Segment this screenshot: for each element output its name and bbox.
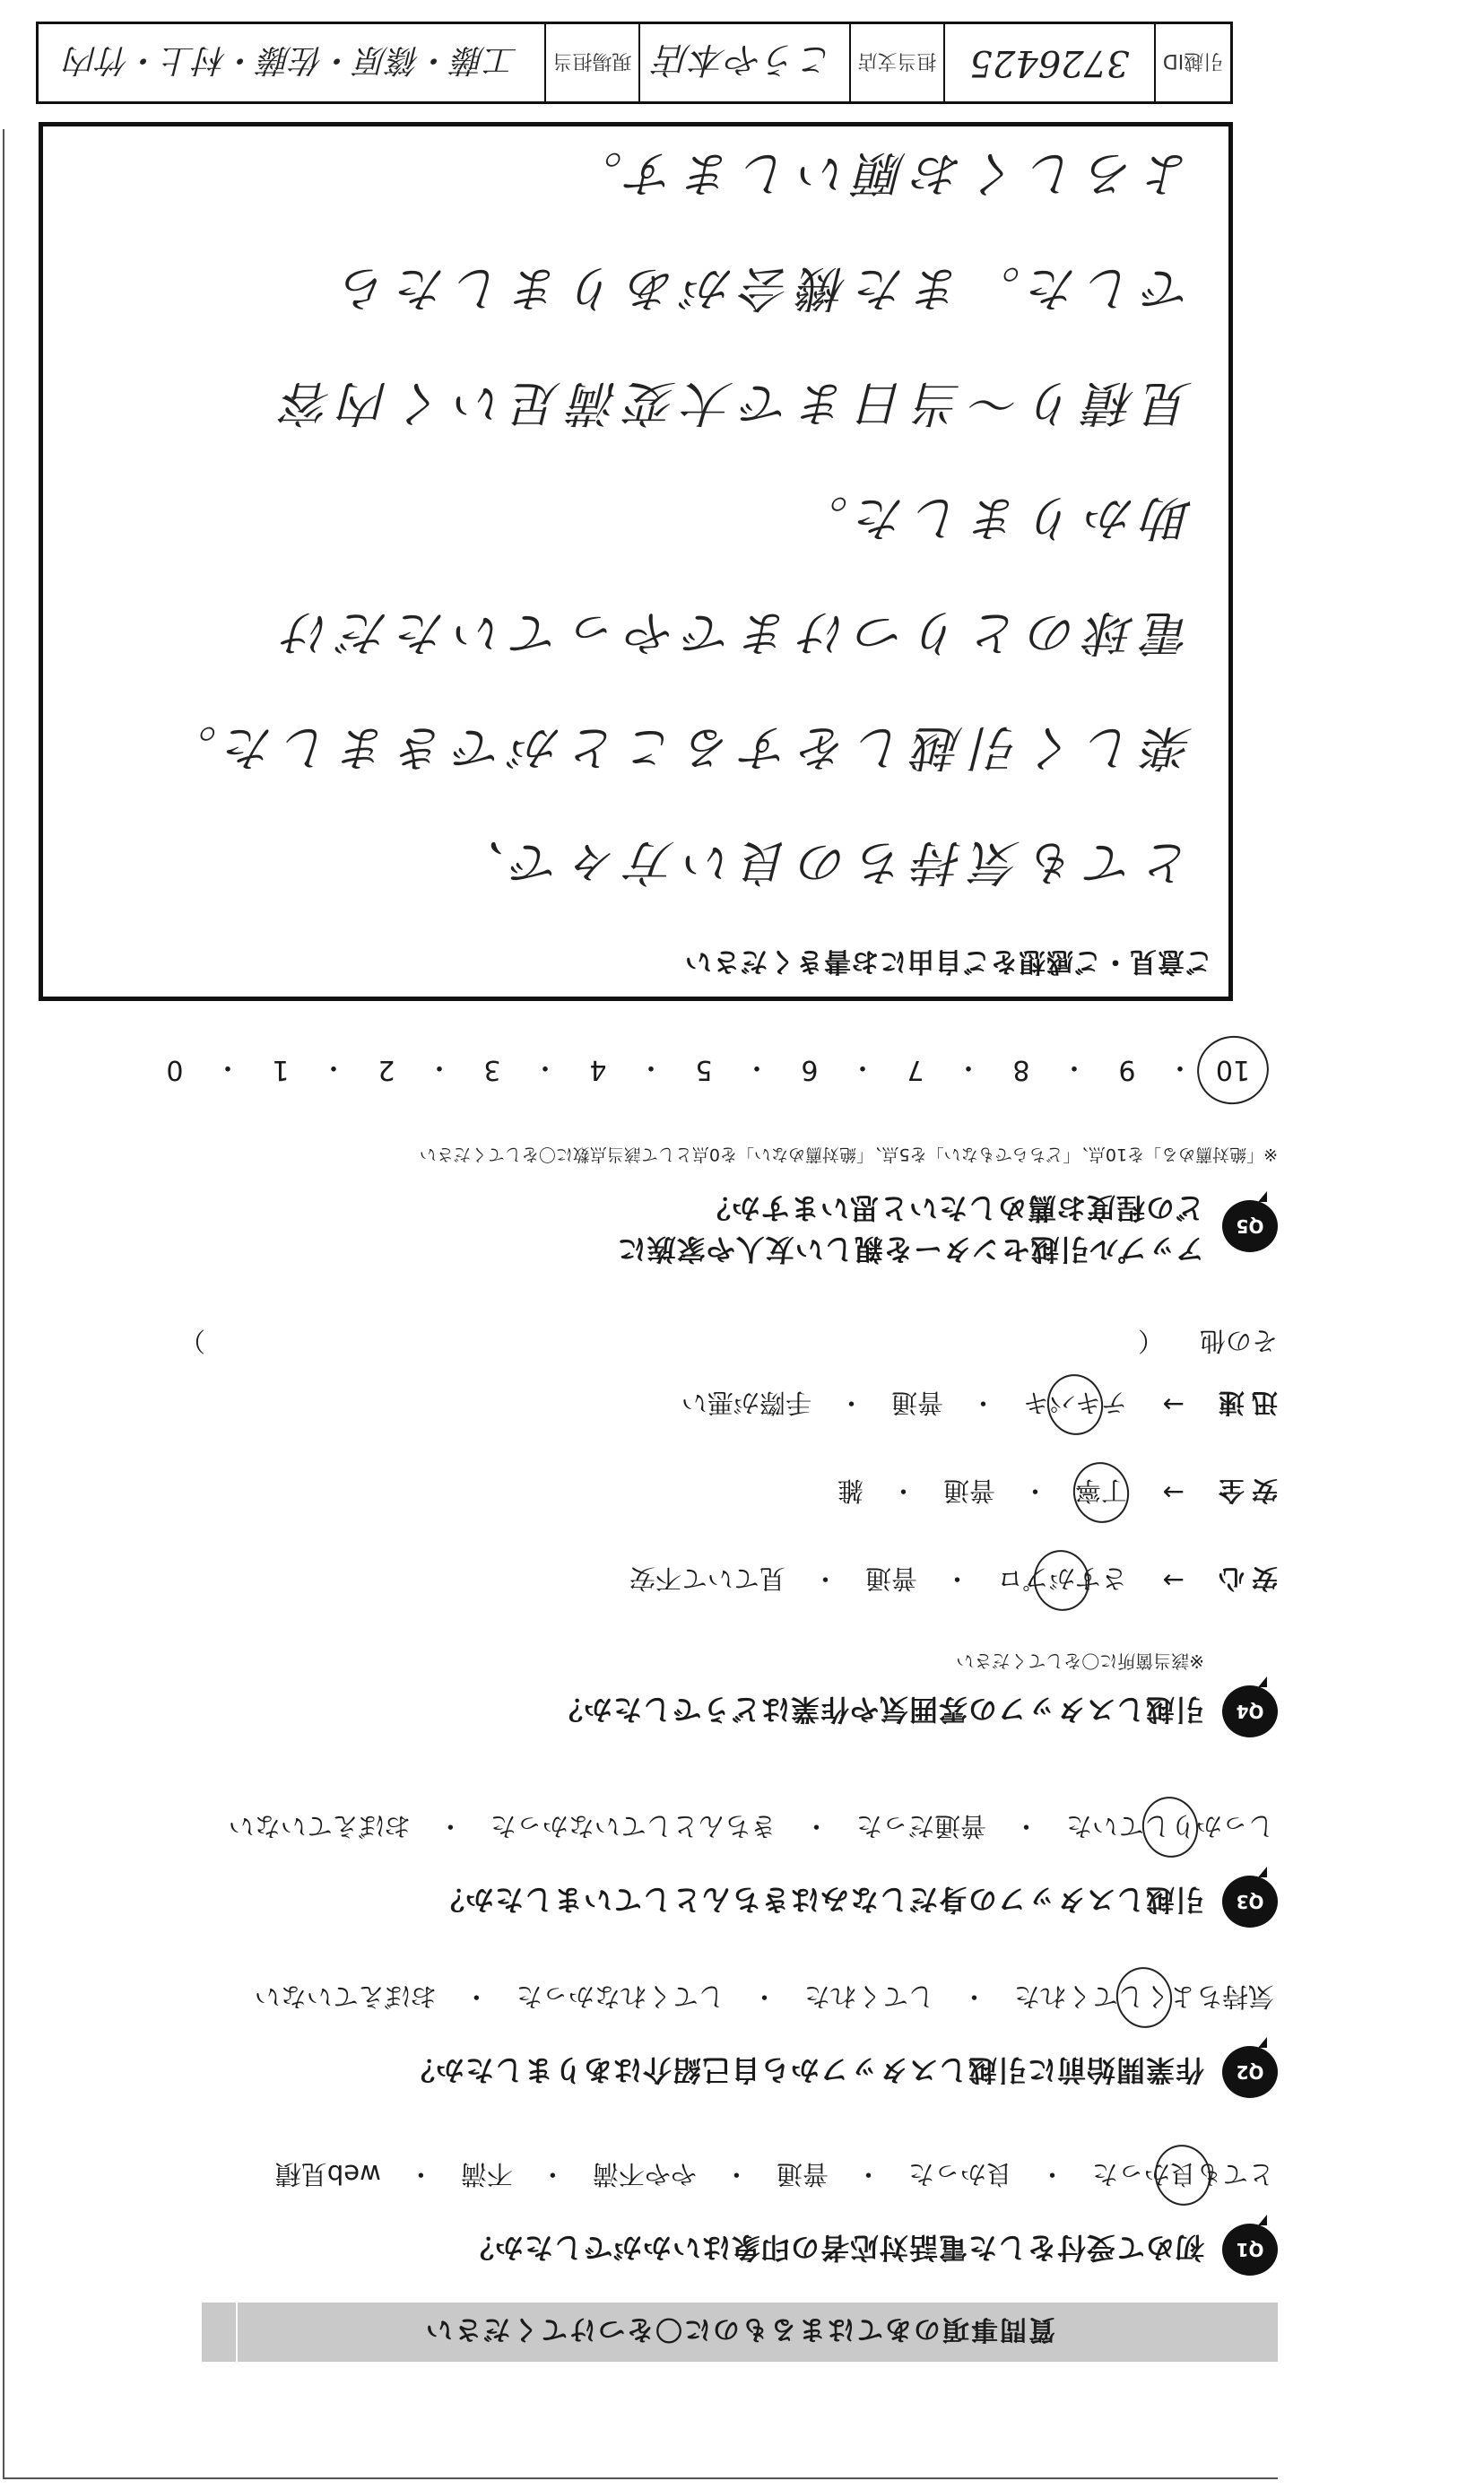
q4-jinsoku-option-efficient[interactable]: テキパキ bbox=[1020, 1387, 1131, 1423]
q4-rows bbox=[40, 1324, 1278, 1624]
q4-other-label: その他 bbox=[1199, 1326, 1278, 1356]
q4-anshin-option-normal[interactable]: 普通 bbox=[864, 1563, 917, 1595]
comment-box[interactable] bbox=[39, 122, 1233, 1001]
q2-option-pleasant[interactable]: 気持ちよくしてくれた bbox=[1011, 1980, 1278, 2016]
question-q5 bbox=[40, 1050, 1278, 1270]
q4-anshin-option-pro[interactable]: さすがプロ bbox=[994, 1563, 1131, 1599]
q4-jinsoku-option-normal[interactable]: 普通 bbox=[890, 1388, 943, 1419]
q1-option-somewhat-unsatisfied[interactable]: やや不満 bbox=[592, 2159, 697, 2190]
q4-badge: Q4 bbox=[1222, 1685, 1278, 1737]
q3-option-not-neat[interactable]: きちんとしていなかった bbox=[490, 1811, 777, 1841]
handwritten-comment bbox=[81, 116, 1193, 919]
q3-badge: Q3 bbox=[1222, 1876, 1278, 1928]
q5-score-0[interactable]: 0 bbox=[166, 1054, 184, 1086]
q4-category: 安心 bbox=[1211, 1563, 1278, 1595]
q5-score-7[interactable]: 7 bbox=[907, 1054, 924, 1086]
q2-option-yes[interactable]: してくれた bbox=[803, 1981, 934, 2012]
q5-scale: 10 ・ 9 ・ 8 ・ 7 ・ 6 ・ 5 ・ 4 ・ 3 ・ 2 ・ 1 ・ 0 bbox=[40, 1050, 1251, 1090]
comment-line: 見積り～当日まで大変満足いく内容 bbox=[274, 375, 1193, 431]
info-table bbox=[36, 22, 1233, 104]
q1-options: とても良かった ・ 良かった ・ 普通 ・ やや不満 ・ 不満 ・ web見積 bbox=[40, 2157, 1278, 2194]
q2-text: 作業開始前に引越しスタッフから自己紹介はありましたか？ bbox=[404, 2053, 1204, 2087]
q4-category: 迅速 bbox=[1211, 1388, 1278, 1419]
q4-anzen-option-careful[interactable]: 丁寧 bbox=[1072, 1475, 1131, 1511]
q4-other-paren-close: ） bbox=[178, 1326, 205, 1356]
q5-score-10[interactable]: 10 bbox=[1215, 1054, 1251, 1086]
comment-line: よろしくお願いします。 bbox=[565, 145, 1193, 202]
instruction-header bbox=[202, 2303, 1278, 2362]
q2-options: 気持ちよくしてくれた ・ してくれた ・ してくれなかった ・ おぼえていない bbox=[40, 1980, 1278, 2016]
q3-text: 引越しスタッフの身だしなみはきちんとしていましたか？ bbox=[434, 1883, 1204, 1917]
q5-score-6[interactable]: 6 bbox=[801, 1054, 819, 1086]
q4-other-paren-open: （ bbox=[1137, 1326, 1164, 1356]
branch-value: こうや本店 bbox=[638, 24, 849, 101]
q5-score-5[interactable]: 5 bbox=[695, 1054, 713, 1086]
comment-line: とても気持ちの良い方々で、 bbox=[447, 834, 1193, 891]
q4-anzen-option-rough[interactable]: 雑 bbox=[837, 1476, 863, 1507]
q5-score-9[interactable]: 9 bbox=[1118, 1054, 1136, 1086]
comment-line: でした。また機会がありましたら bbox=[332, 260, 1193, 317]
q4-row-anshin: 安心 → さすがプロ ・ 普通 ・ 見ていて不安 bbox=[40, 1537, 1278, 1624]
q4-note: ※該当箇所に〇をしてください bbox=[956, 1650, 1204, 1672]
q1-option-normal[interactable]: 普通 bbox=[776, 2159, 829, 2190]
comment-line: 助かりました。 bbox=[791, 490, 1193, 546]
q4-category: 安全 bbox=[1211, 1476, 1278, 1507]
q5-score-4[interactable]: 4 bbox=[589, 1054, 607, 1086]
q3-option-neat[interactable]: しっかりしていた bbox=[1063, 1809, 1278, 1846]
q5-score-8[interactable]: 8 bbox=[1012, 1054, 1030, 1086]
q3-option-dont-remember[interactable]: おぼえていない bbox=[228, 1811, 411, 1841]
q4-other-row bbox=[40, 1324, 1278, 1361]
scan-edge-right bbox=[3, 129, 4, 2479]
comment-line: 電球のとりつけまでやっていただけ bbox=[274, 605, 1193, 661]
q3-options: しっかりしていた ・ 普通だった ・ きちんとしていなかった ・ おぼえていない bbox=[40, 1809, 1278, 1846]
scan-edge-top bbox=[4, 2477, 1278, 2479]
q4-row-jinsoku: 迅速 → テキパキ ・ 普通 ・ 手際が悪い bbox=[40, 1361, 1278, 1449]
q1-badge: Q1 bbox=[1222, 2224, 1278, 2276]
header-tab-divider bbox=[218, 2303, 238, 2362]
staff-value: 工藤・篠原・佐藤・村上・竹内 bbox=[65, 41, 518, 79]
q4-anzen-option-normal[interactable]: 普通 bbox=[942, 1476, 995, 1507]
move-id-value: 3726425 bbox=[943, 24, 1154, 101]
arrow-right-icon: → bbox=[1162, 1477, 1185, 1508]
q2-option-dont-remember[interactable]: おぼえていない bbox=[254, 1981, 437, 2012]
comment-label: ご意見・ご感想をご自由にお書きください bbox=[684, 945, 1212, 977]
question-q4 bbox=[40, 1324, 1278, 1744]
q4-jinsoku-option-clumsy[interactable]: 手際が悪い bbox=[681, 1388, 811, 1419]
q4-row-anzen: 安全 → 丁寧 ・ 普通 ・ 雑 bbox=[40, 1449, 1278, 1537]
q2-badge: Q2 bbox=[1222, 2046, 1278, 2098]
q5-score-1[interactable]: 1 bbox=[272, 1054, 290, 1086]
q1-option-very-good[interactable]: とても良かった bbox=[1089, 2157, 1278, 2194]
move-id-label: 引越ID bbox=[1154, 24, 1230, 101]
q1-option-web-estimate[interactable]: web見積 bbox=[274, 2159, 381, 2190]
q5-score-2[interactable]: 2 bbox=[378, 1054, 395, 1086]
comment-line: 楽しく引越しをすることができました。 bbox=[160, 719, 1193, 776]
question-q1 bbox=[40, 2157, 1278, 2282]
q4-text: 引越しスタッフの雰囲気や作業はどうでしたか？ bbox=[552, 1693, 1204, 1727]
q1-option-unsatisfied[interactable]: 不満 bbox=[460, 2159, 513, 2190]
q3-option-normal[interactable]: 普通だった bbox=[855, 1811, 986, 1841]
q5-score-3[interactable]: 3 bbox=[483, 1054, 501, 1086]
staff-label: 現場担当 bbox=[544, 24, 638, 101]
q2-option-no[interactable]: してくれなかった bbox=[516, 1981, 725, 2012]
q4-anshin-option-anxious[interactable]: 見ていて不安 bbox=[629, 1563, 785, 1595]
q5-text-line1: アップル引越センターを親しい友人や家族に bbox=[616, 1232, 1204, 1267]
q1-option-good[interactable]: 良かった bbox=[907, 2159, 1012, 2190]
question-q3 bbox=[40, 1809, 1278, 1934]
q5-badge: Q5 bbox=[1222, 1200, 1278, 1252]
question-q2 bbox=[40, 1980, 1278, 2104]
branch-label: 担当支店 bbox=[849, 24, 943, 101]
q1-text: 初めて受付をした電話対応者の印象はいかがでしたか？ bbox=[464, 2231, 1204, 2265]
q5-text-line2: どの程度お薦めしたいと思いますか？ bbox=[700, 1191, 1204, 1225]
instruction-title: 質問事項のあてはまるものに〇をつけてください bbox=[424, 2313, 1055, 2345]
arrow-right-icon: → bbox=[1162, 1389, 1185, 1420]
arrow-right-icon: → bbox=[1162, 1565, 1185, 1596]
q5-note: ※「絶対薦める」を10点、「どちらでもない」を5点、「絶対薦めない」を0点として該当点数に〇をしてください bbox=[419, 1145, 1278, 1164]
